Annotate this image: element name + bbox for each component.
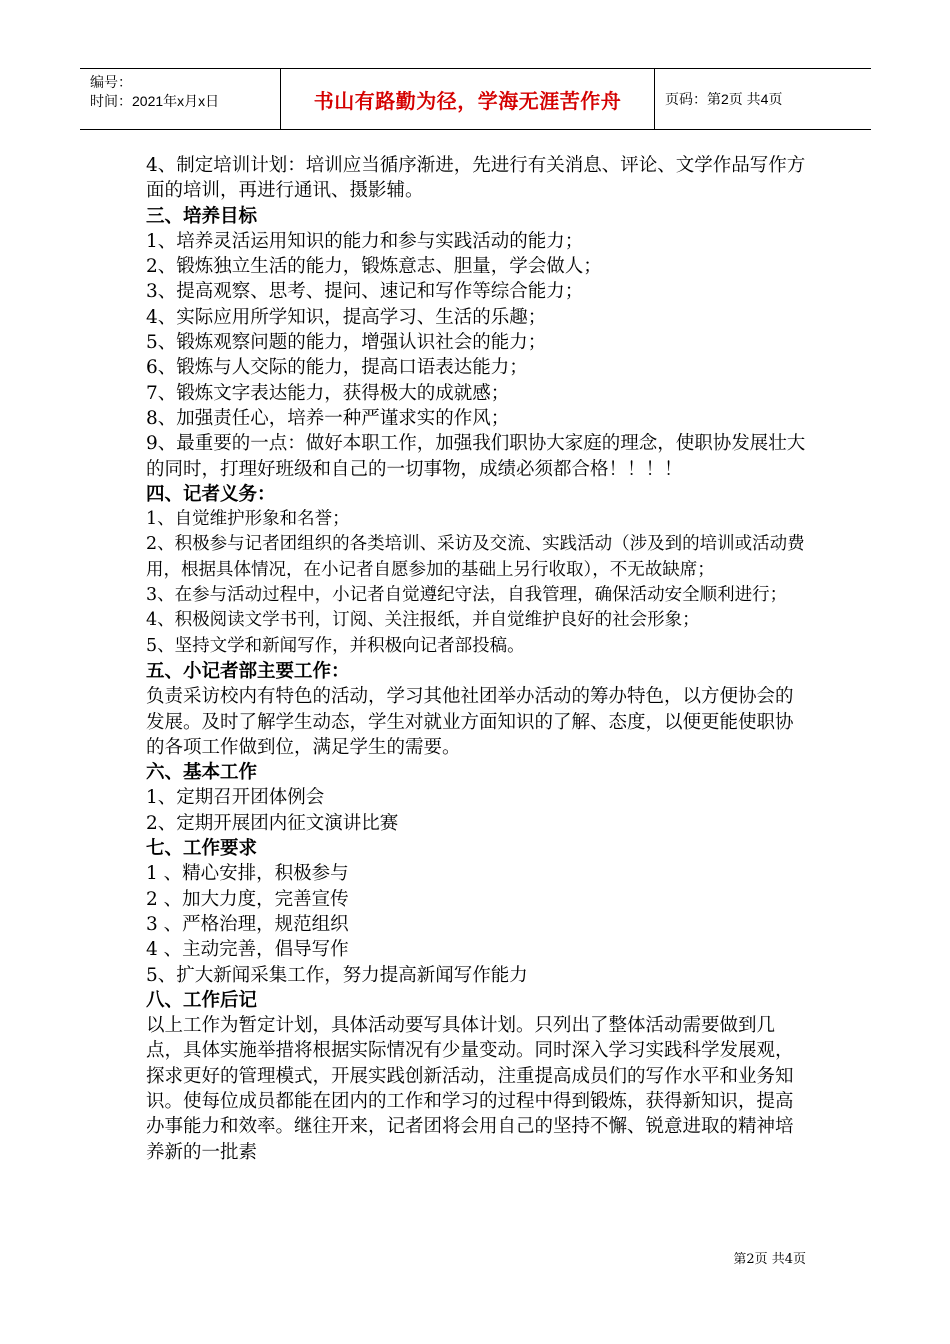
- section-heading-duties: 四、记者义务：: [146, 483, 276, 505]
- section-heading-requirements: 七、工作要求: [146, 838, 258, 860]
- basic-work-item: 2、定期开展团内征文演讲比赛: [146, 812, 399, 834]
- requirement-item: 4 、主动完善，倡导写作: [146, 939, 349, 961]
- header-page-label: 页码：第2页 共4页: [665, 91, 783, 107]
- goal-item: 3、提高观察、思考、提问、速记和写作等综合能力；: [146, 281, 584, 303]
- postscript-paragraph: 以上工作为暂定计划，具体活动要写具体计划。只列出了整体活动需要做到几点，具体实施举措将根据实际情况有少量变动。同时深入学习实践科学发展观，探求更好的管理模式，开展实践创新活动，注重提高成员们的写作水平和业务知识。使每位成员都能在团内的工作和学习的过程中得到锻炼，获得新知识，提高办事能力和效率。继往开来，记者团将会用自己的坚持不懈、锐意进取的精神培养新的一批素: [146, 1015, 794, 1163]
- requirement-item: 2 、加大力度，完善宣传: [146, 888, 349, 910]
- requirement-item: 1 、精心安排，积极参与: [146, 863, 349, 885]
- training-plan-paragraph: 4、制定培训计划：培训应当循序渐进，先进行有关消息、评论、文学作品写作方面的培训，再进行通讯、摄影辅。: [146, 155, 806, 202]
- duty-item: 2、积极参与记者团组织的各类培训、采访及交流、实践活动（涉及到的培训或活动费用，根据具体情况，在小记者自愿参加的基础上另行收取），不无故缺席；: [146, 534, 805, 580]
- basic-work-item: 1、定期召开团体例会: [146, 787, 325, 809]
- goal-item: 2、锻炼独立生活的能力，锻炼意志、胆量，学会做人；: [146, 256, 602, 278]
- goal-item: 4、实际应用所学知识，提高学习、生活的乐趣；: [146, 306, 547, 328]
- goal-item: 8、加强责任心，培养一种严谨求实的作风；: [146, 407, 510, 429]
- duty-item: 3、在参与活动过程中，小记者自觉遵纪守法，自我管理，确保活动安全顺利进行；: [146, 585, 788, 606]
- goal-item: 5、锻炼观察问题的能力，增强认识社会的能力；: [146, 332, 547, 354]
- header-meta-cell: [80, 69, 281, 129]
- time-label: 时间：2021年x月x日: [90, 93, 220, 109]
- goal-item: 6、锻炼与人交际的能力，提高口语表达能力；: [146, 357, 528, 379]
- requirement-item: 3 、严格治理，规范组织: [146, 913, 349, 935]
- section-heading-postscript: 八、工作后记: [146, 989, 258, 1011]
- document-body: [146, 153, 811, 1165]
- number-label: 编号：: [90, 74, 132, 90]
- requirement-item: 5、扩大新闻采集工作，努力提高新闻写作能力: [146, 964, 528, 986]
- duty-item: 1、自觉维护形象和名誉；: [146, 509, 350, 530]
- main-work-paragraph: 负责采访校内有特色的活动，学习其他社团举办活动的筹办特色，以方便协会的发展。及时了解学生动态，学生对就业方面知识的了解、态度，以便更能使职协的各项工作做到位，满足学生的需要。: [146, 686, 794, 758]
- header-motto: 书山有路勤为径，学海无涯苦作舟: [281, 69, 655, 129]
- section-heading-basic-work: 六、基本工作: [146, 762, 258, 784]
- goal-item: 1、培养灵活运用知识的能力和参与实践活动的能力；: [146, 230, 584, 252]
- goal-item: 9、最重要的一点：做好本职工作，加强我们职协大家庭的理念，使职协发展壮大的同时，打理好班级和自己的一切事物，成绩必须都合格！！！！: [146, 433, 806, 480]
- duty-item: 4、积极阅读文学书刊，订阅、关注报纸，并自觉维护良好的社会形象；: [146, 610, 700, 631]
- section-heading-goals: 三、培养目标: [146, 205, 258, 227]
- header-table: [80, 68, 871, 130]
- footer-page-number: 第2页 共4页: [733, 1252, 806, 1267]
- section-heading-main-work: 五、小记者部主要工作：: [146, 660, 350, 682]
- duty-item: 5、坚持文学和新闻写作，并积极向记者部投稿。: [146, 635, 525, 656]
- goal-item: 7、锻炼文字表达能力，获得极大的成就感；: [146, 382, 510, 404]
